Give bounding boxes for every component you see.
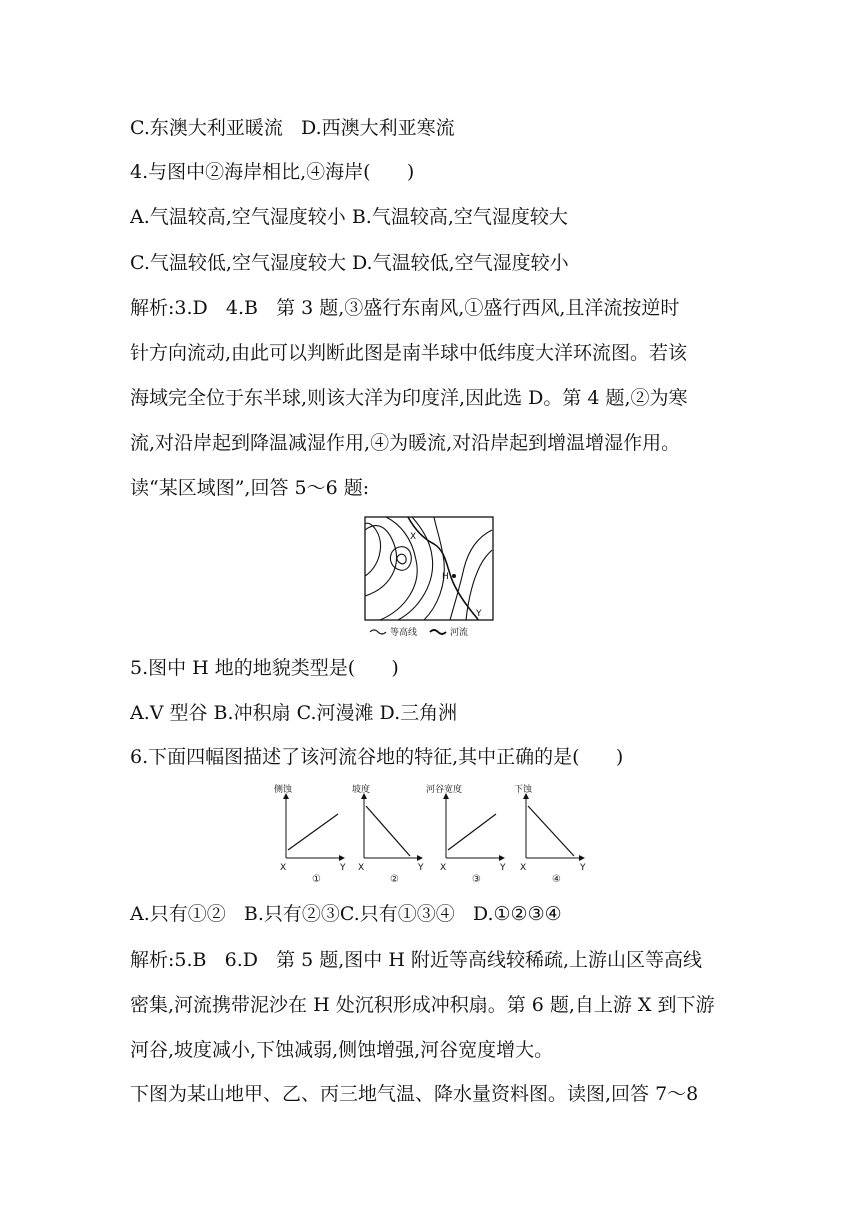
point-h-marker [452,574,456,578]
analysis-3-4-line-4: 流,对沿岸起到降温减湿作用,④为暖流,对沿岸起到增温增湿作用。 [130,432,681,454]
legend-contour-label: 等高线 [390,628,418,638]
river-legend-symbol [430,630,446,634]
intro-7-8: 下图为某山地甲、乙、丙三地气温、降水量资料图。读图,回答 7～8 [130,1083,699,1105]
trend-line-increasing [288,814,338,850]
graph-2-x1: Y [418,863,424,873]
graph-3-ylabel: 河谷宽度 [426,785,463,795]
graph-1-number: ① [312,874,321,885]
question-4: 4.与图中②海岸相比,④海岸( ) [130,161,415,183]
graph-4-x0: X [520,863,527,873]
valley-feature-graphs [268,784,592,888]
label-h: H [442,572,449,582]
graph-lateral-erosion [274,784,346,885]
graph-4-ylabel: 下蚀 [514,785,533,795]
question-5: 5.图中 H 地的地貌类型是( ) [130,657,399,679]
analysis-3-4-line-2: 针方向流动,由此可以判断此图是南半球中低纬度大洋环流图。若该 [130,342,688,364]
options-5: A.V 型谷 B.冲积扇 C.河漫滩 D.三角洲 [130,702,458,724]
graph-3-number: ③ [472,874,481,885]
analysis-5-6-line-3: 河谷,坡度减小,下蚀减弱,侧蚀增强,河谷宽度增大。 [130,1039,554,1061]
graph-1-x0: X [280,863,287,873]
intro-5-6: 读“某区域图”,回答 5～6 题: [130,477,370,499]
graph-2-ylabel: 坡度 [352,785,371,795]
analysis-5-6-line-1: 解析:5.B 6.D 第 5 题,图中 H 附近等高线较稀疏,上游山区等高线 [130,949,702,971]
trend-line-increasing [448,814,496,850]
analysis-3-4-line-3: 海域完全位于东半球,则该大洋为印度洋,因此选 D。第 4 题,②为寒 [130,387,688,409]
graph-downcutting [514,784,586,885]
label-y: Y [476,609,482,619]
trend-line-decreasing [366,806,410,856]
graph-3-x0: X [440,863,447,873]
graph-2-number: ② [390,874,399,885]
map-frame [365,517,493,620]
trend-line-decreasing [528,806,574,856]
options-6: A.只有①② B.只有②③C.只有①③④ D.①②③④ [130,903,562,925]
option-line-4ab: A.气温较高,空气湿度较小 B.气温较高,空气湿度较大 [130,206,568,228]
contour-lines [365,517,492,620]
graph-valley-width [426,784,506,885]
analysis-5-6-line-2: 密集,河流携带泥沙在 H 处沉积形成冲积扇。第 6 题,自上游 X 到下游 [130,994,715,1016]
graph-4-number: ④ [552,874,561,885]
graph-4-x1: Y [580,863,586,873]
graph-1-ylabel: 侧蚀 [274,785,293,795]
graph-3-x1: Y [500,863,506,873]
option-line-3cd: C.东澳大利亚暖流 D.西澳大利亚寒流 [130,117,455,139]
label-x: X [410,532,417,542]
question-6: 6.下面四幅图描述了该河流谷地的特征,其中正确的是( ) [130,746,624,768]
graph-1-x1: Y [340,863,346,873]
legend-river-label: 河流 [450,628,469,638]
river-line [408,517,478,620]
analysis-3-4-line-1: 解析:3.D 4.B 第 3 题,③盛行东南风,①盛行西风,且洋流按逆时 [130,297,680,319]
contour-legend-symbol [370,630,386,634]
graph-2-x0: X [358,863,365,873]
graph-slope [352,784,424,885]
option-line-4cd: C.气温较低,空气湿度较大 D.气温较低,空气湿度较小 [130,252,569,274]
region-contour-map [364,516,496,640]
